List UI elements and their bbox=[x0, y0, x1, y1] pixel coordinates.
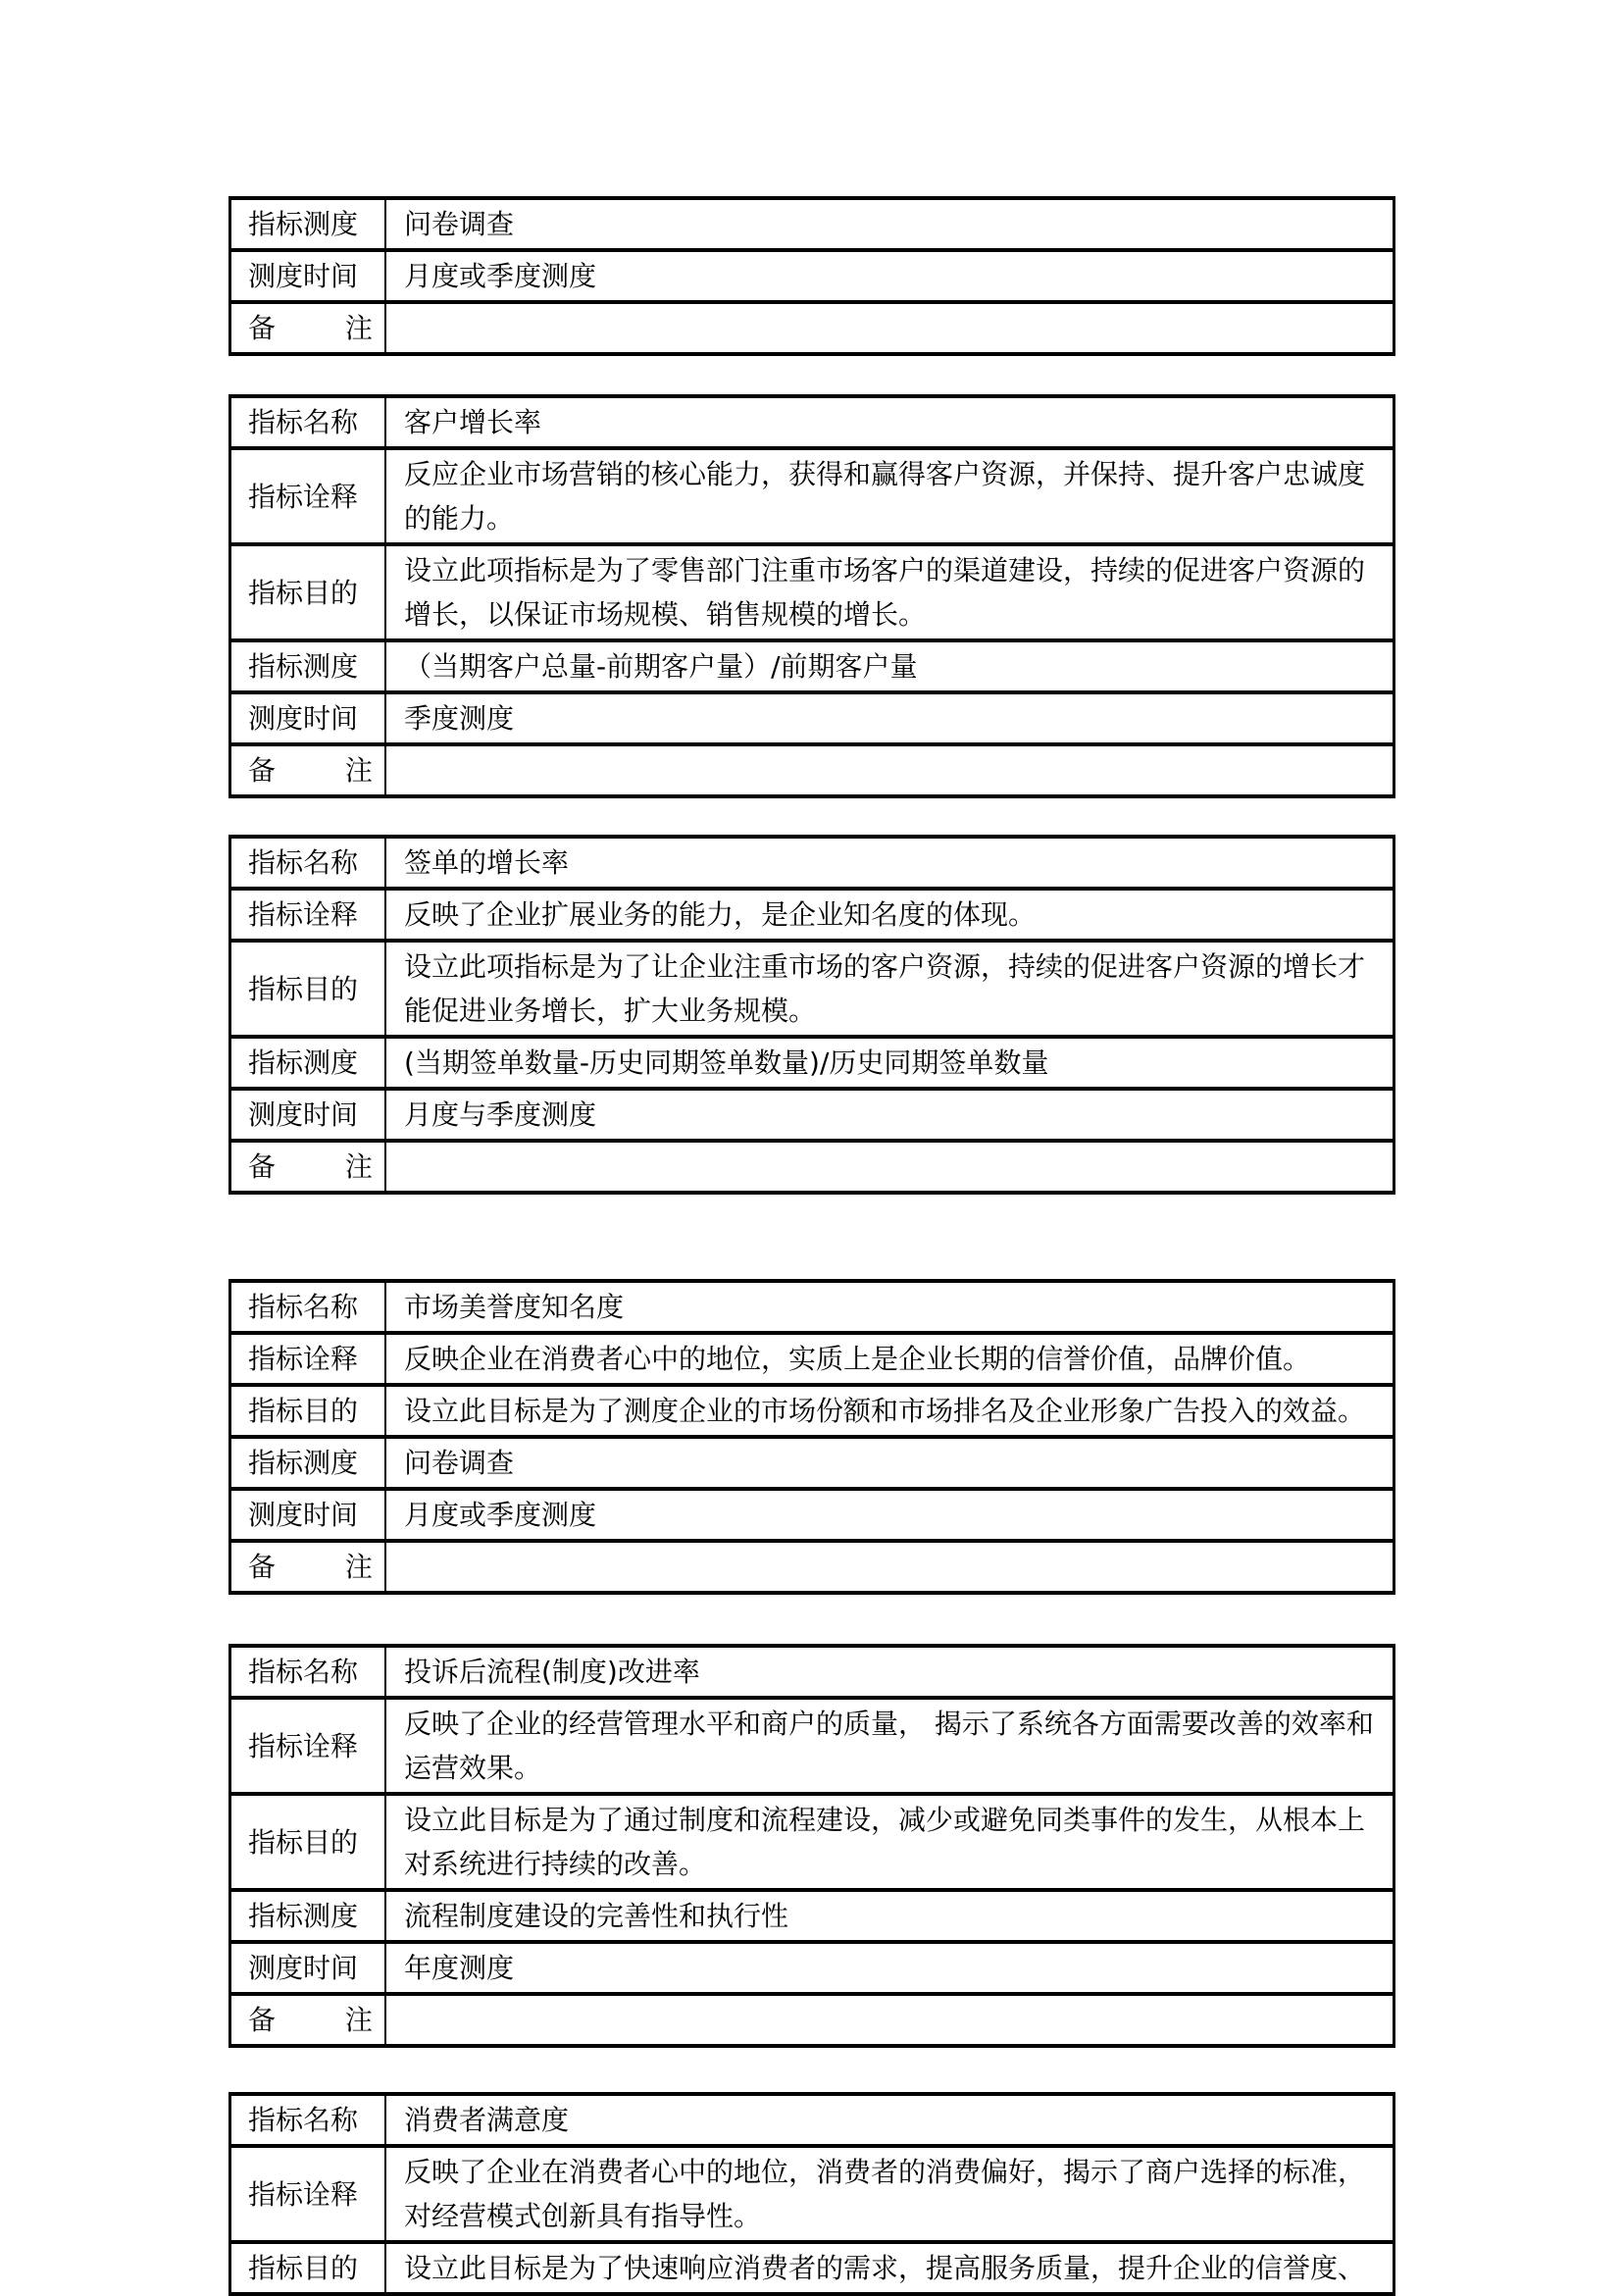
row-label: 指标目的 bbox=[231, 2244, 386, 2292]
row-value-text: 签单的增长率 bbox=[404, 846, 570, 879]
row-label: 指标目的 bbox=[231, 546, 386, 638]
row-label: 备 注 bbox=[231, 1143, 386, 1191]
row-value-text: 流程制度建设的完善性和执行性 bbox=[404, 1900, 789, 1932]
table-row bbox=[231, 1035, 1393, 1087]
table-row bbox=[231, 1139, 1393, 1191]
kpi-table bbox=[228, 2092, 1395, 2296]
row-value bbox=[386, 642, 1393, 690]
row-value-text: 市场美誉度知名度 bbox=[404, 1291, 625, 1323]
row-value-text: 投诉后流程(制度)改进率 bbox=[404, 1656, 700, 1688]
row-value bbox=[386, 891, 1393, 939]
row-label: 指标诠释 bbox=[231, 2148, 386, 2240]
row-value bbox=[386, 694, 1393, 742]
row-label: 测度时间 bbox=[231, 694, 386, 742]
row-value-text: 设立此目标是为了测度企业的市场份额和市场排名及企业形象广告投入的效益。 bbox=[404, 1395, 1366, 1427]
table-row bbox=[231, 2144, 1393, 2240]
row-label: 指标名称 bbox=[231, 1648, 386, 1696]
row-value bbox=[386, 1439, 1393, 1487]
row-label: 测度时间 bbox=[231, 1091, 386, 1139]
row-value bbox=[386, 1700, 1393, 1792]
row-value bbox=[386, 252, 1393, 300]
table-row bbox=[231, 2096, 1393, 2144]
row-value bbox=[386, 304, 1393, 352]
row-label: 指标名称 bbox=[231, 1283, 386, 1331]
kpi-table bbox=[228, 196, 1395, 356]
row-label: 指标诠释 bbox=[231, 450, 386, 542]
row-value-text: 反映了企业扩展业务的能力，是企业知名度的体现。 bbox=[404, 898, 1037, 931]
row-label: 指标诠释 bbox=[231, 1335, 386, 1383]
row-value bbox=[386, 2096, 1393, 2144]
row-value-text: 设立此目标是为了快速响应消费者的需求，提高服务质量，提升企业的信誉度、 bbox=[404, 2252, 1366, 2284]
row-label: 指标目的 bbox=[231, 1796, 386, 1888]
row-label: 备 注 bbox=[231, 1996, 386, 2044]
row-value-text: 问卷调查 bbox=[404, 208, 515, 240]
table-row bbox=[231, 1648, 1393, 1696]
row-label: 指标测度 bbox=[231, 1039, 386, 1087]
row-label: 指标测度 bbox=[231, 642, 386, 690]
row-label: 指标名称 bbox=[231, 839, 386, 887]
row-label: 指标诠释 bbox=[231, 891, 386, 939]
table-row bbox=[231, 1992, 1393, 2044]
row-value bbox=[386, 546, 1393, 638]
row-value bbox=[386, 839, 1393, 887]
table-row bbox=[231, 939, 1393, 1035]
row-value bbox=[386, 2148, 1393, 2240]
document-page bbox=[228, 196, 1395, 2296]
table-row bbox=[231, 1696, 1393, 1792]
table-row bbox=[231, 1435, 1393, 1487]
table-row bbox=[231, 1331, 1393, 1383]
table-row bbox=[231, 1940, 1393, 1992]
row-label: 指标目的 bbox=[231, 1387, 386, 1435]
row-label: 测度时间 bbox=[231, 1491, 386, 1539]
row-value-text: 设立此项指标是为了让企业注重市场的客户资源，持续的促进客户资源的增长才能促进业务增长，扩大业务规模。 bbox=[404, 950, 1366, 1027]
row-value bbox=[386, 1387, 1393, 1435]
table-row bbox=[231, 1792, 1393, 1888]
row-value-text: 季度测度 bbox=[404, 702, 515, 735]
row-label: 指标目的 bbox=[231, 943, 386, 1035]
row-value bbox=[386, 200, 1393, 248]
row-value-text: 月度或季度测度 bbox=[404, 1499, 597, 1531]
table-row bbox=[231, 200, 1393, 248]
table-row bbox=[231, 300, 1393, 352]
row-label: 指标测度 bbox=[231, 200, 386, 248]
row-value bbox=[386, 1892, 1393, 1940]
table-row bbox=[231, 248, 1393, 300]
table-row bbox=[231, 690, 1393, 742]
table-row bbox=[231, 1283, 1393, 1331]
table-row bbox=[231, 638, 1393, 690]
row-value-text: 反映了企业在消费者心中的地位，消费者的消费偏好，揭示了商户选择的标准，对经营模式创新具有指导性。 bbox=[404, 2156, 1366, 2232]
table-row bbox=[231, 398, 1393, 446]
row-label: 备 注 bbox=[231, 1543, 386, 1591]
table-row bbox=[231, 2240, 1393, 2292]
row-value bbox=[386, 1091, 1393, 1139]
row-value bbox=[386, 1335, 1393, 1383]
row-value bbox=[386, 398, 1393, 446]
row-value-text: 设立此目标是为了通过制度和流程建设，减少或避免同类事件的发生，从根本上对系统进行持续的改善。 bbox=[404, 1804, 1366, 1880]
row-value-text: 设立此项指标是为了零售部门注重市场客户的渠道建设，持续的促进客户资源的增长，以保证市场规模、销售规模的增长。 bbox=[404, 554, 1366, 631]
row-value bbox=[386, 1143, 1393, 1191]
row-label: 测度时间 bbox=[231, 1944, 386, 1992]
row-value-text: 月度与季度测度 bbox=[404, 1098, 597, 1131]
row-value-text: （当期客户总量-前期客户量）/前期客户量 bbox=[404, 650, 918, 683]
kpi-table bbox=[228, 1644, 1395, 2048]
row-value bbox=[386, 746, 1393, 794]
row-value bbox=[386, 450, 1393, 542]
row-value-text: 年度测度 bbox=[404, 1952, 515, 1984]
row-label: 指标诠释 bbox=[231, 1700, 386, 1792]
row-value-text: 消费者满意度 bbox=[404, 2104, 570, 2136]
row-label: 备 注 bbox=[231, 304, 386, 352]
table-row bbox=[231, 1539, 1393, 1591]
row-label: 指标名称 bbox=[231, 2096, 386, 2144]
row-value-text: (当期签单数量-历史同期签单数量)/历史同期签单数量 bbox=[404, 1046, 1049, 1079]
table-row bbox=[231, 887, 1393, 939]
row-value-text: 反映企业在消费者心中的地位，实质上是企业长期的信誉价值，品牌价值。 bbox=[404, 1343, 1311, 1375]
row-label: 指标名称 bbox=[231, 398, 386, 446]
row-value bbox=[386, 1796, 1393, 1888]
kpi-table bbox=[228, 394, 1395, 798]
row-value-text: 反映了企业的经营管理水平和商户的质量， 揭示了系统各方面需要改善的效率和运营效果。 bbox=[404, 1708, 1374, 1784]
row-value bbox=[386, 1491, 1393, 1539]
row-value bbox=[386, 1039, 1393, 1087]
table-row bbox=[231, 1487, 1393, 1539]
table-row bbox=[231, 1383, 1393, 1435]
table-row bbox=[231, 1888, 1393, 1940]
row-value bbox=[386, 1944, 1393, 1992]
row-value bbox=[386, 1648, 1393, 1696]
row-value bbox=[386, 1283, 1393, 1331]
row-label: 指标测度 bbox=[231, 1439, 386, 1487]
kpi-table bbox=[228, 1279, 1395, 1595]
row-value-text: 反应企业市场营销的核心能力，获得和赢得客户资源，并保持、提升客户忠诚度的能力。 bbox=[404, 458, 1366, 535]
row-value-text: 问卷调查 bbox=[404, 1447, 515, 1479]
row-value-text: 月度或季度测度 bbox=[404, 260, 597, 292]
row-value bbox=[386, 1996, 1393, 2044]
row-label: 备 注 bbox=[231, 746, 386, 794]
row-value bbox=[386, 943, 1393, 1035]
row-label: 指标测度 bbox=[231, 1892, 386, 1940]
table-row bbox=[231, 542, 1393, 638]
row-label: 测度时间 bbox=[231, 252, 386, 300]
row-value-text: 客户增长率 bbox=[404, 406, 542, 438]
kpi-table bbox=[228, 835, 1395, 1195]
row-value bbox=[386, 2244, 1393, 2292]
table-row bbox=[231, 742, 1393, 794]
table-row bbox=[231, 839, 1393, 887]
table-row bbox=[231, 1087, 1393, 1139]
row-value bbox=[386, 1543, 1393, 1591]
table-row bbox=[231, 446, 1393, 542]
